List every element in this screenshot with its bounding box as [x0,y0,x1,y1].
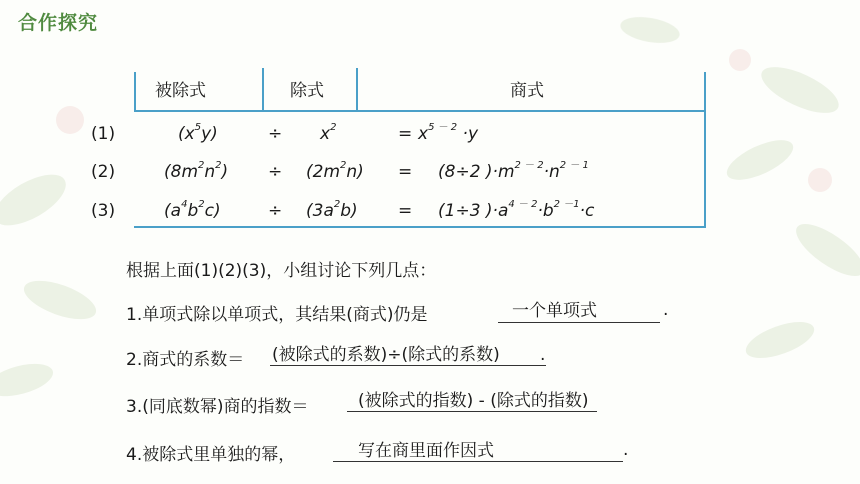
quotient: (8÷2 )$\cdot m^{2 - 2}\cdot n^{2 - 1}$ [438,160,589,182]
table-divider-2 [356,68,358,110]
point-1-end: . [663,300,669,320]
point-4-answer: 写在商里面作因式 [358,441,494,461]
divide-sign: ÷ [268,162,283,182]
point-3-text: 3.(同底数幂)商的指数＝ [126,397,309,417]
equals-sign: = [398,124,413,144]
quotient: (1÷3 )$\cdot a^{4 - 2}\cdot b^{2 -1}\cdot c$ [438,199,595,221]
table-bottom-rule [134,226,706,228]
row-label: (2) [91,162,116,182]
point-2-blank [270,365,546,366]
dividend: $(a^4b^2c)$ [164,199,221,221]
table-left-border [134,72,136,112]
equals-sign: = [398,162,413,182]
equals-sign: = [398,201,413,221]
point-2-end: . [540,345,546,365]
divisor: $x^2$ [320,122,337,144]
header-quotient: 商式 [510,81,544,101]
point-4-end: . [623,440,629,460]
point-1-blank [498,322,660,323]
divisor: $(3a^2b)$ [306,199,358,221]
divide-sign: ÷ [268,201,283,221]
point-3-blank [347,411,597,412]
table-divider-1 [262,68,264,110]
page-title: 合作探究 [18,12,99,34]
point-3-answer: (被除式的指数) - (除式的指数) [358,391,589,411]
quotient: $x^{5 - 2} \cdot y$ [418,122,479,144]
point-4-blank [333,461,623,462]
row-label: (3) [91,201,116,221]
point-4-text: 4.被除式里单独的幂， [126,445,296,465]
dividend: $(x^5y)$ [178,122,218,144]
divide-sign: ÷ [268,124,283,144]
header-dividend: 被除式 [155,81,206,101]
point-1-answer: 一个单项式 [512,301,597,321]
table-header-rule [134,110,706,112]
header-divisor: 除式 [290,81,324,101]
point-2-answer: (被除式的系数)÷(除式的系数) [272,345,500,365]
divisor: $(2m^2n)$ [306,160,364,182]
dividend: $(8m^2n^2)$ [164,160,229,182]
row-label: (1) [91,124,116,144]
table-right-border [704,72,706,228]
point-1-text: 1.单项式除以单项式，其结果(商式)仍是 [126,305,428,325]
point-2-text: 2.商式的系数＝ [126,350,245,370]
discussion-prompt: 根据上面(1)(2)(3)，小组讨论下列几点： [126,261,437,281]
